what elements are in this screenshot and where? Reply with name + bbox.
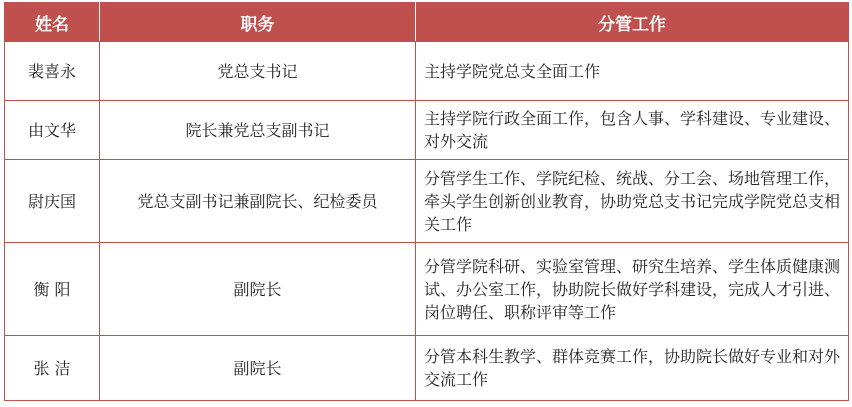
position-cell: 副院长	[100, 243, 416, 336]
table-header	[5, 3, 849, 42]
table-row	[5, 336, 849, 401]
header-position: 职务	[100, 3, 416, 42]
duty-cell: 分管本科生教学、群体竞赛工作，协助院长做好专业和对外交流工作	[416, 336, 849, 401]
duty-cell: 分管学院科研、实验室管理、研究生培养、学生体质健康测试、办公室工作，协助院长做好学科建设，完成人才引进、岗位聘任、职称评审等工作	[416, 243, 849, 336]
position-cell: 院长兼党总支副书记	[100, 101, 416, 160]
position-cell: 副院长	[100, 336, 416, 401]
name-cell: 张 洁	[5, 336, 100, 401]
table-body	[5, 42, 849, 401]
table-row	[5, 42, 849, 101]
leadership-duty-table	[4, 2, 849, 401]
position-cell: 党总支副书记兼副院长、纪检委员	[100, 160, 416, 243]
table-row	[5, 243, 849, 336]
name-cell: 尉庆国	[5, 160, 100, 243]
header-name: 姓名	[5, 3, 100, 42]
header-row	[5, 3, 849, 42]
name-cell: 由文华	[5, 101, 100, 160]
header-duty: 分管工作	[416, 3, 849, 42]
duty-cell: 主持学院行政全面工作，包含人事、学科建设、专业建设、对外交流	[416, 101, 849, 160]
position-cell: 党总支书记	[100, 42, 416, 101]
table-row	[5, 160, 849, 243]
name-cell: 衡 阳	[5, 243, 100, 336]
name-cell: 裴喜永	[5, 42, 100, 101]
duty-cell: 分管学生工作、学院纪检、统战、分工会、场地管理工作，牵头学生创新创业教育，协助党总支书记完成学院党总支相关工作	[416, 160, 849, 243]
table-row	[5, 101, 849, 160]
duty-cell: 主持学院党总支全面工作	[416, 42, 849, 101]
